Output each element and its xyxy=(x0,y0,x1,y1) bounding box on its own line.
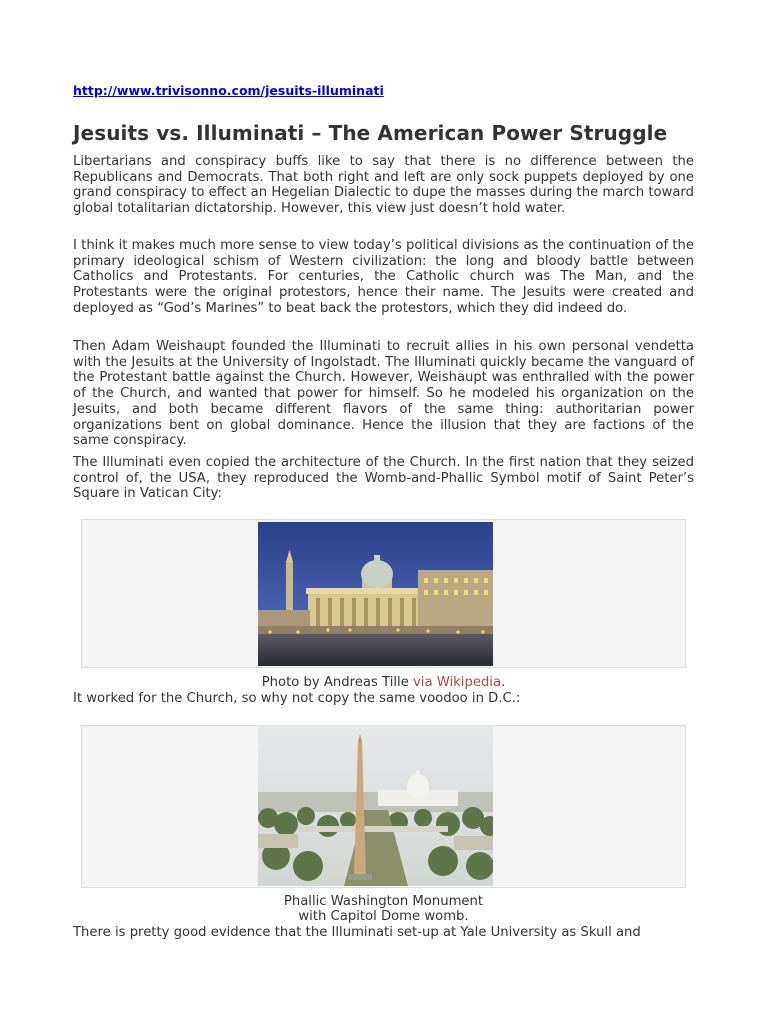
paragraph-2: I think it makes much more sense to view today’s political divisions as the continuation of the primary ideological schism of Western civilization: the long and bloody battle between Catholics and Protestants. For centuries, the Catholic church was The Man, and the Protestants were the original protestors, hence their name. The Jesuits were created and deployed as “God’s Marines” to beat back the protestors, which they did indeed do. xyxy=(73,238,694,316)
washington-monument-photo xyxy=(258,726,493,886)
caption-photo-credit: Photo by Andreas Tille xyxy=(261,675,413,690)
figure-st-peters-caption xyxy=(73,675,694,691)
paragraph-5: It worked for the Church, so why not copy the same voodoo in D.C.: xyxy=(73,691,521,706)
figure-washington-caption-line-2: with Capitol Dome womb. xyxy=(298,909,469,924)
figure-washington-caption-line-1: Phallic Washington Monument xyxy=(283,894,484,909)
paragraph-6: There is pretty good evidence that the Illuminati set-up at Yale University as Skull and xyxy=(73,925,641,940)
caption-period: . xyxy=(501,675,506,690)
st-peters-square-photo xyxy=(258,522,493,666)
paragraph-3: Then Adam Weishaupt founded the Illuminati to recruit allies in his own personal vendetta with the Jesuits at the University of Ingolstadt. The Illuminati quickly became the vanguard of the Protestant battle against the Church. However, Weishaupt was enthralled with the power of the Church, and wanted that power for himself. So he modeled his organization on the Jesuits, and both became different flavors of the same thing: authoritarian power organizations bent on global dominance. Hence the illusion that they are factions of the same conspiracy. xyxy=(73,339,694,449)
article-title: Jesuits vs. Illuminati – The American Power Struggle xyxy=(73,121,668,145)
wikipedia-link[interactable]: via Wikipedia xyxy=(413,675,502,690)
paragraph-1: Libertarians and conspiracy buffs like to say that there is no difference between the Republicans and Democrats. That both right and left are only sock puppets deployed by one grand conspiracy to effect an Hegelian Dialectic to dupe the masses during the march toward global totalitarian dictatorship. However, this view just doesn’t hold water. xyxy=(73,154,694,217)
paragraph-4: The Illuminati even copied the architecture of the Church. In the first nation that they seized control of, the USA, they reproduced the Womb-and-Phallic Symbol motif of Saint Peter’s Square in Vatican City: xyxy=(73,455,694,502)
source-url-link[interactable]: http://www.trivisonno.com/jesuits-illuminati xyxy=(73,83,384,98)
